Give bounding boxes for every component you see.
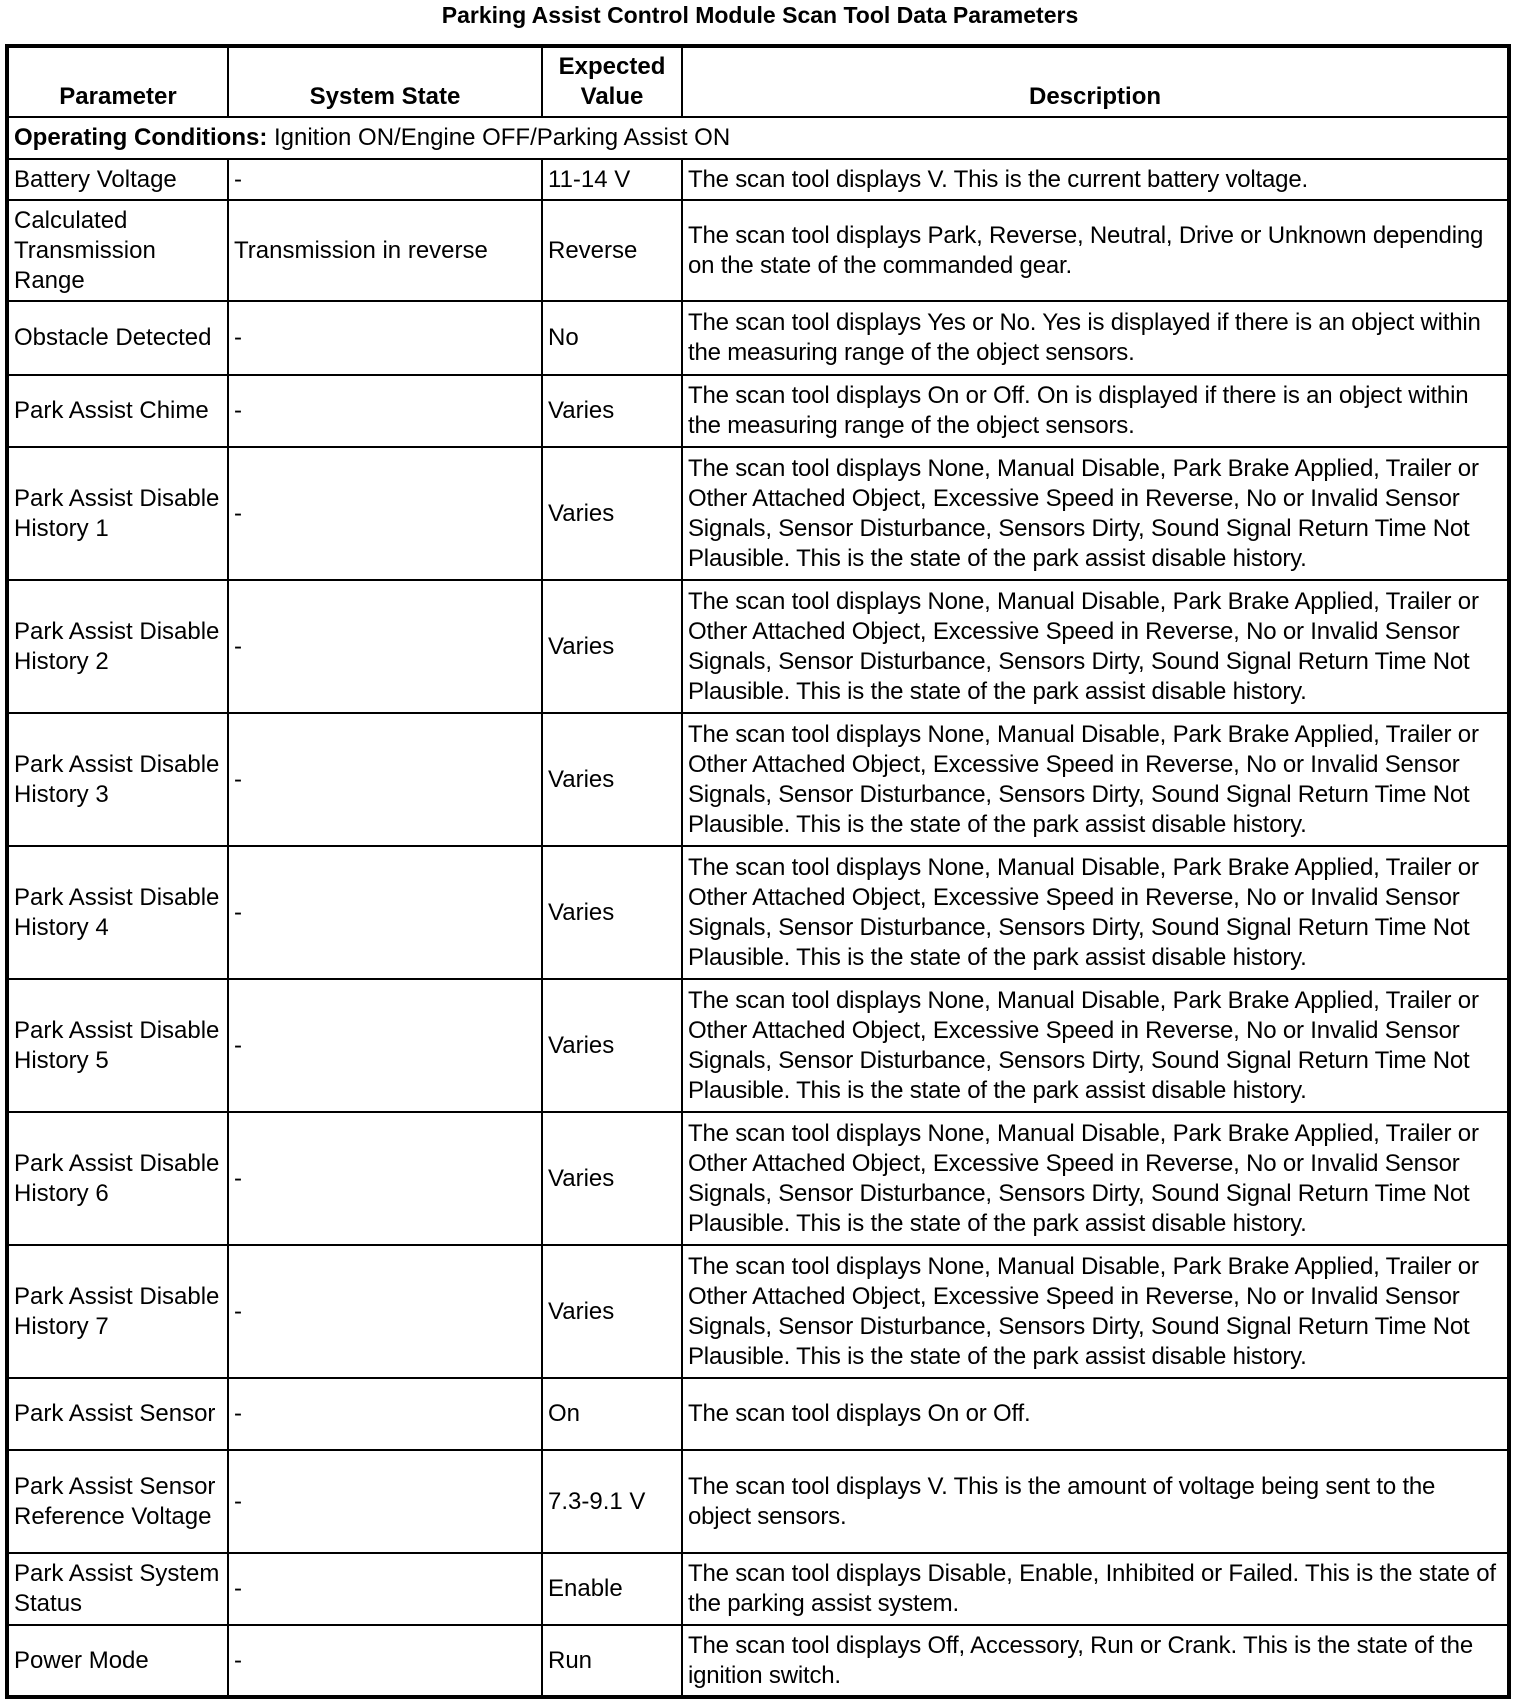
column-header-parameter: Parameter xyxy=(7,46,228,117)
cell-description: The scan tool displays None, Manual Disable, Park Brake Applied, Trailer or Other Attached Object, Excessive Speed in Reverse, No or Invalid Sensor Signals, Sensor Disturbance, Sensors Dirty, Sound Signal Return Time Not Plausible. This is the state of the park assist disable history. xyxy=(682,1112,1509,1245)
cell-parameter: Park Assist Disable History 6 xyxy=(7,1112,228,1245)
cell-system-state: - xyxy=(228,1378,542,1450)
table-row xyxy=(7,1553,1509,1625)
cell-system-state: - xyxy=(228,1553,542,1625)
cell-expected-value: 11-14 V xyxy=(542,159,682,200)
cell-system-state: - xyxy=(228,1450,542,1553)
cell-description: The scan tool displays V. This is the amount of voltage being sent to the object sensors. xyxy=(682,1450,1509,1553)
cell-system-state: - xyxy=(228,375,542,447)
cell-expected-value: 7.3-9.1 V xyxy=(542,1450,682,1553)
table-row xyxy=(7,713,1509,846)
cell-expected-value: Varies xyxy=(542,846,682,979)
cell-expected-value: Varies xyxy=(542,1245,682,1378)
scan-tool-data-table xyxy=(5,44,1511,1699)
cell-system-state: - xyxy=(228,301,542,375)
column-header-expected-value xyxy=(542,46,682,117)
cell-parameter: Park Assist Disable History 7 xyxy=(7,1245,228,1378)
cell-system-state: - xyxy=(228,1625,542,1697)
cell-system-state: - xyxy=(228,1245,542,1378)
cell-system-state: Transmission in reverse xyxy=(228,200,542,301)
cell-expected-value: Varies xyxy=(542,375,682,447)
cell-parameter: Park Assist Disable History 3 xyxy=(7,713,228,846)
cell-description: The scan tool displays None, Manual Disable, Park Brake Applied, Trailer or Other Attached Object, Excessive Speed in Reverse, No or Invalid Sensor Signals, Sensor Disturbance, Sensors Dirty, Sound Signal Return Time Not Plausible. This is the state of the park assist disable history. xyxy=(682,447,1509,580)
column-header-expected-value-line1: Expected xyxy=(558,53,666,80)
cell-description: The scan tool displays On or Off. xyxy=(682,1378,1509,1450)
cell-parameter: Obstacle Detected xyxy=(7,301,228,375)
cell-expected-value: Varies xyxy=(542,447,682,580)
cell-system-state: - xyxy=(228,1112,542,1245)
page-title: Parking Assist Control Module Scan Tool Data Parameters xyxy=(441,2,1079,28)
cell-expected-value: Varies xyxy=(542,713,682,846)
cell-parameter: Calculated Transmission Range xyxy=(7,200,228,301)
operating-conditions-row xyxy=(7,117,1509,159)
column-header-expected-value-line2: Value xyxy=(580,83,644,110)
cell-expected-value: Reverse xyxy=(542,200,682,301)
cell-parameter: Battery Voltage xyxy=(7,159,228,200)
cell-description: The scan tool displays Disable, Enable, Inhibited or Failed. This is the state of the parking assist system. xyxy=(682,1553,1509,1625)
cell-system-state: - xyxy=(228,979,542,1112)
cell-parameter: Park Assist Disable History 4 xyxy=(7,846,228,979)
cell-system-state: - xyxy=(228,580,542,713)
cell-description: The scan tool displays Off, Accessory, Run or Crank. This is the state of the ignition switch. xyxy=(682,1625,1509,1697)
table-row xyxy=(7,1450,1509,1553)
operating-conditions-value: Ignition ON/Engine OFF/Parking Assist ON xyxy=(267,124,731,151)
cell-expected-value: Run xyxy=(542,1625,682,1697)
table-row xyxy=(7,846,1509,979)
table-row xyxy=(7,979,1509,1112)
cell-description: The scan tool displays On or Off. On is displayed if there is an object within the measuring range of the object sensors. xyxy=(682,375,1509,447)
cell-description: The scan tool displays Park, Reverse, Neutral, Drive or Unknown depending on the state of the commanded gear. xyxy=(682,200,1509,301)
column-header-system-state: System State xyxy=(228,46,542,117)
table-row xyxy=(7,1378,1509,1450)
cell-expected-value: Varies xyxy=(542,1112,682,1245)
cell-system-state: - xyxy=(228,447,542,580)
table-row xyxy=(7,447,1509,580)
cell-expected-value: Varies xyxy=(542,580,682,713)
table-row xyxy=(7,1625,1509,1697)
table-row xyxy=(7,1112,1509,1245)
table-row xyxy=(7,580,1509,713)
cell-description: The scan tool displays None, Manual Disable, Park Brake Applied, Trailer or Other Attached Object, Excessive Speed in Reverse, No or Invalid Sensor Signals, Sensor Disturbance, Sensors Dirty, Sound Signal Return Time Not Plausible. This is the state of the park assist disable history. xyxy=(682,979,1509,1112)
cell-parameter: Park Assist Sensor xyxy=(7,1378,228,1450)
cell-parameter: Park Assist Disable History 5 xyxy=(7,979,228,1112)
cell-expected-value: No xyxy=(542,301,682,375)
cell-system-state: - xyxy=(228,159,542,200)
operating-conditions xyxy=(7,117,1509,159)
operating-conditions-label: Operating Conditions: xyxy=(14,124,268,151)
cell-parameter: Park Assist Disable History 2 xyxy=(7,580,228,713)
cell-expected-value: Varies xyxy=(542,979,682,1112)
cell-parameter: Park Assist Disable History 1 xyxy=(7,447,228,580)
cell-description: The scan tool displays V. This is the current battery voltage. xyxy=(682,159,1509,200)
table-header-row xyxy=(7,46,1509,117)
cell-system-state: - xyxy=(228,846,542,979)
table-row xyxy=(7,200,1509,301)
cell-parameter: Park Assist Sensor Reference Voltage xyxy=(7,1450,228,1553)
table-row xyxy=(7,1245,1509,1378)
cell-parameter: Park Assist System Status xyxy=(7,1553,228,1625)
cell-description: The scan tool displays None, Manual Disable, Park Brake Applied, Trailer or Other Attached Object, Excessive Speed in Reverse, No or Invalid Sensor Signals, Sensor Disturbance, Sensors Dirty, Sound Signal Return Time Not Plausible. This is the state of the park assist disable history. xyxy=(682,1245,1509,1378)
cell-description: The scan tool displays Yes or No. Yes is displayed if there is an object within the measuring range of the object sensors. xyxy=(682,301,1509,375)
cell-description: The scan tool displays None, Manual Disable, Park Brake Applied, Trailer or Other Attached Object, Excessive Speed in Reverse, No or Invalid Sensor Signals, Sensor Disturbance, Sensors Dirty, Sound Signal Return Time Not Plausible. This is the state of the park assist disable history. xyxy=(682,846,1509,979)
cell-parameter: Park Assist Chime xyxy=(7,375,228,447)
table-row xyxy=(7,301,1509,375)
cell-description: The scan tool displays None, Manual Disable, Park Brake Applied, Trailer or Other Attached Object, Excessive Speed in Reverse, No or Invalid Sensor Signals, Sensor Disturbance, Sensors Dirty, Sound Signal Return Time Not Plausible. This is the state of the park assist disable history. xyxy=(682,713,1509,846)
cell-description: The scan tool displays None, Manual Disable, Park Brake Applied, Trailer or Other Attached Object, Excessive Speed in Reverse, No or Invalid Sensor Signals, Sensor Disturbance, Sensors Dirty, Sound Signal Return Time Not Plausible. This is the state of the park assist disable history. xyxy=(682,580,1509,713)
column-header-description: Description xyxy=(682,46,1509,117)
table-row xyxy=(7,375,1509,447)
table-row xyxy=(7,159,1509,200)
cell-expected-value: On xyxy=(542,1378,682,1450)
cell-expected-value: Enable xyxy=(542,1553,682,1625)
cell-parameter: Power Mode xyxy=(7,1625,228,1697)
cell-system-state: - xyxy=(228,713,542,846)
